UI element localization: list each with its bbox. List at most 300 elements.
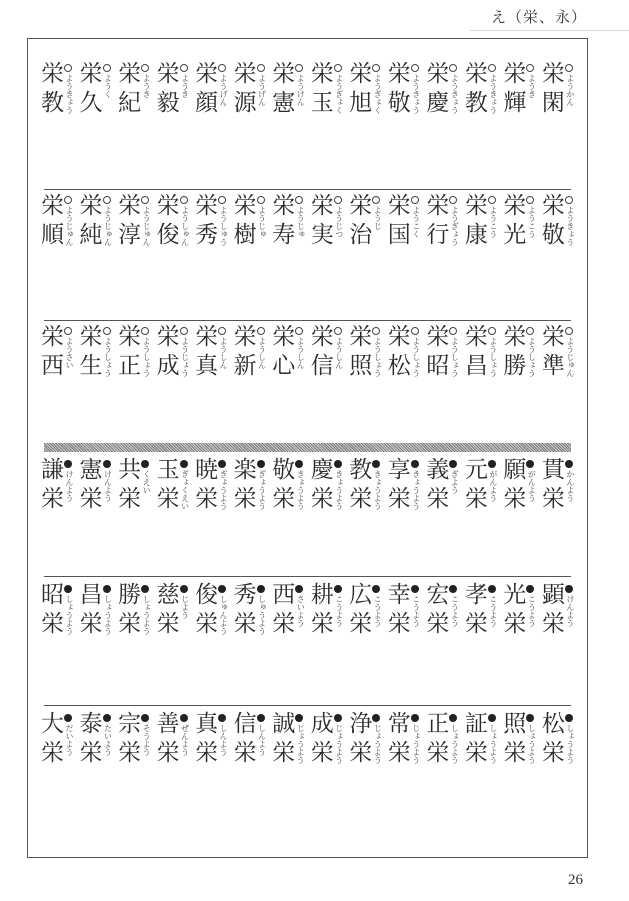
name-kanji: 栄順 (37, 193, 63, 251)
name-kanji: 栄久 (75, 61, 102, 119)
name-reading: ようき (180, 74, 190, 98)
name-reading: ようき (142, 74, 152, 98)
filled-circle-icon (141, 460, 149, 468)
name-entry (192, 193, 230, 293)
open-circle-icon (488, 196, 496, 204)
row-divider (44, 189, 571, 190)
name-reading: ようこう (488, 206, 498, 238)
name-kanji: 栄慶 (422, 61, 449, 119)
name-kanji: 栄康 (460, 193, 487, 251)
name-entry (77, 457, 115, 557)
name-reading: ようかん (565, 74, 575, 106)
open-circle-icon (526, 64, 534, 72)
name-kanji: 宗栄 (114, 711, 141, 769)
open-circle-icon (372, 64, 380, 72)
filled-circle-icon (141, 714, 149, 722)
name-entry (269, 582, 307, 682)
name-reading: ぜんよう (180, 724, 190, 756)
name-entry (154, 324, 192, 424)
name-kanji: 暁栄 (191, 457, 218, 515)
name-kanji: 栄勝 (499, 324, 526, 382)
name-kanji: 栄実 (306, 193, 333, 251)
name-reading: ようしょう (142, 337, 152, 377)
name-kanji: 栄教 (37, 61, 63, 119)
filled-circle-icon (103, 585, 111, 593)
name-kanji: 栄行 (422, 193, 449, 251)
name-reading: こうよう (411, 595, 421, 627)
open-circle-icon (411, 196, 419, 204)
filled-circle-icon (64, 585, 72, 593)
filled-circle-icon (372, 714, 380, 722)
filled-circle-icon (372, 585, 380, 593)
name-kanji: 栄新 (229, 324, 256, 382)
name-entry (385, 61, 423, 161)
name-reading: ようきょう (450, 74, 460, 114)
name-entry (192, 711, 230, 811)
name-entry (77, 582, 115, 682)
name-reading: くえい (142, 470, 152, 494)
name-reading: ようじょう (180, 337, 190, 377)
name-reading: ようき (527, 74, 537, 98)
filled-circle-icon (218, 460, 226, 468)
name-entry (38, 582, 76, 682)
name-entry (38, 457, 76, 557)
name-entry (462, 61, 500, 161)
name-reading: ようく (103, 74, 113, 98)
filled-circle-icon (180, 714, 188, 722)
name-kanji: 広栄 (345, 582, 372, 640)
name-entry (385, 193, 423, 293)
name-reading: しょうよう (65, 595, 74, 635)
open-circle-icon (411, 64, 419, 72)
open-circle-icon (257, 327, 265, 335)
name-reading: けんよう (565, 595, 575, 627)
filled-circle-icon (449, 585, 457, 593)
name-kanji: 共栄 (114, 457, 141, 515)
name-reading: けんよう (65, 470, 74, 502)
filled-circle-icon (565, 585, 573, 593)
name-reading: しょうよう (103, 595, 113, 635)
name-kanji: 成栄 (306, 711, 333, 769)
name-entry (269, 324, 307, 424)
header-rule (470, 30, 629, 31)
name-reading: ようけん (296, 74, 306, 106)
open-circle-icon (295, 64, 303, 72)
name-reading: じょうよう (334, 724, 344, 764)
open-circle-icon (565, 327, 573, 335)
name-entry (385, 582, 423, 682)
name-kanji: 栄照 (345, 324, 372, 382)
name-entry (231, 457, 269, 557)
name-reading: じょうよう (296, 724, 306, 764)
name-reading: ようきょう (411, 74, 421, 114)
name-kanji: 憲栄 (75, 457, 102, 515)
name-kanji: 栄松 (383, 324, 410, 382)
name-entry (38, 324, 76, 424)
name-reading: ようじゅん (65, 206, 74, 246)
name-entry (539, 61, 577, 161)
open-circle-icon (64, 196, 72, 204)
name-kanji: 栄教 (460, 61, 487, 119)
name-entry (77, 61, 115, 161)
name-reading: ようぎょう (450, 206, 460, 246)
row-divider (44, 576, 571, 577)
name-kanji: 光栄 (499, 582, 526, 640)
name-entry (269, 457, 307, 557)
name-reading: しんよう (257, 724, 267, 756)
name-entry (269, 193, 307, 293)
name-entry (500, 457, 538, 557)
name-reading: じょうよう (411, 724, 421, 764)
name-entry (115, 457, 153, 557)
open-circle-icon (218, 64, 226, 72)
filled-circle-icon (526, 585, 534, 593)
name-entry (539, 324, 577, 424)
name-kanji: 真栄 (191, 711, 218, 769)
name-entry (231, 711, 269, 811)
name-kanji: 栄純 (75, 193, 102, 251)
name-kanji: 栄寿 (268, 193, 295, 251)
filled-circle-icon (488, 714, 496, 722)
filled-circle-icon (103, 714, 111, 722)
name-reading: じよう (180, 595, 190, 619)
name-entry (385, 457, 423, 557)
name-entry (154, 193, 192, 293)
name-reading: ようぎょく (334, 74, 344, 114)
name-entry (500, 324, 538, 424)
section-divider-hatched (44, 443, 571, 452)
name-kanji: 願栄 (499, 457, 526, 515)
name-reading: しょうよう (527, 724, 537, 764)
name-reading: ようしょう (103, 337, 113, 377)
name-entry (308, 582, 346, 682)
open-circle-icon (141, 64, 149, 72)
name-entry (500, 582, 538, 682)
name-kanji: 教栄 (345, 457, 372, 515)
name-entry (231, 61, 269, 161)
name-entry (539, 193, 577, 293)
name-entry (115, 582, 153, 682)
name-reading: ようしん (257, 337, 267, 369)
name-kanji: 敬栄 (268, 457, 295, 515)
name-kanji: 栄生 (75, 324, 102, 382)
open-circle-icon (449, 64, 457, 72)
name-reading: そうよう (142, 724, 152, 756)
name-kanji: 栄旭 (345, 61, 372, 119)
name-row (38, 582, 577, 686)
name-kanji: 慶栄 (306, 457, 333, 515)
name-entry (423, 582, 461, 682)
name-reading: ようしん (334, 337, 344, 369)
name-reading: きょうよう (411, 470, 421, 510)
name-kanji: 栄昭 (422, 324, 449, 382)
name-reading: ぎょうよう (219, 470, 229, 510)
name-kanji: 享栄 (383, 457, 410, 515)
name-reading: しゅうよう (257, 595, 267, 635)
name-row (38, 457, 577, 561)
open-circle-icon (257, 64, 265, 72)
name-reading: ようじゅん (103, 206, 113, 246)
open-circle-icon (180, 327, 188, 335)
name-reading: だいよう (65, 724, 74, 756)
name-kanji: 栄国 (383, 193, 410, 251)
name-kanji: 宏栄 (422, 582, 449, 640)
name-kanji: 楽栄 (229, 457, 256, 515)
name-entry (539, 457, 577, 557)
filled-circle-icon (526, 714, 534, 722)
name-reading: ようきょう (488, 74, 498, 114)
name-reading: ようきょう (65, 74, 74, 114)
filled-circle-icon (334, 714, 342, 722)
open-circle-icon (141, 327, 149, 335)
name-kanji: 栄輝 (499, 61, 526, 119)
name-reading: さいよう (296, 595, 306, 627)
filled-circle-icon (449, 460, 457, 468)
page-number: 26 (568, 872, 583, 888)
filled-circle-icon (64, 714, 72, 722)
name-kanji: 松栄 (537, 711, 564, 769)
name-entry (308, 193, 346, 293)
open-circle-icon (526, 327, 534, 335)
filled-circle-icon (218, 585, 226, 593)
name-entry (346, 711, 384, 811)
open-circle-icon (103, 64, 111, 72)
name-reading: ようげん (219, 74, 229, 106)
name-kanji: 浄栄 (345, 711, 372, 769)
filled-circle-icon (218, 714, 226, 722)
name-reading: ようじゅ (296, 206, 306, 238)
name-reading: がんよう (488, 470, 498, 502)
name-reading: こうよう (334, 595, 344, 627)
name-entry (154, 61, 192, 161)
name-entry (77, 193, 115, 293)
open-circle-icon (218, 196, 226, 204)
name-reading: ようしん (296, 337, 306, 369)
name-kanji: 栄閑 (537, 61, 564, 119)
name-kanji: 栄心 (268, 324, 295, 382)
filled-circle-icon (565, 714, 573, 722)
name-kanji: 栄敬 (383, 61, 410, 119)
name-kanji: 栄成 (152, 324, 179, 382)
name-reading: ようしょう (527, 337, 537, 377)
name-entry (231, 324, 269, 424)
name-kanji: 照栄 (499, 711, 526, 769)
name-entry (115, 61, 153, 161)
name-entry (154, 457, 192, 557)
name-entry (346, 457, 384, 557)
name-entry (115, 324, 153, 424)
name-kanji: 西栄 (268, 582, 295, 640)
name-kanji: 栄光 (499, 193, 526, 251)
open-circle-icon (449, 327, 457, 335)
name-reading: きょうよう (296, 470, 306, 510)
name-reading: こうよう (527, 595, 537, 627)
name-reading: きょうよう (373, 470, 383, 510)
open-circle-icon (64, 64, 72, 72)
name-entry (38, 61, 76, 161)
name-entry (500, 61, 538, 161)
name-kanji: 大栄 (37, 711, 63, 769)
filled-circle-icon (334, 460, 342, 468)
name-kanji: 元栄 (460, 457, 487, 515)
row-divider (44, 705, 571, 706)
open-circle-icon (526, 196, 534, 204)
open-circle-icon (180, 196, 188, 204)
name-kanji: 栄淳 (114, 193, 141, 251)
open-circle-icon (565, 196, 573, 204)
name-kanji: 貫栄 (537, 457, 564, 515)
name-kanji: 栄準 (537, 324, 564, 382)
name-reading: ようぎょく (373, 74, 383, 114)
name-entry (462, 711, 500, 811)
name-entry (192, 457, 230, 557)
name-reading: こうよう (488, 595, 498, 627)
name-reading: しょうよう (565, 724, 575, 764)
name-reading: しゅんよう (219, 595, 229, 635)
filled-circle-icon (488, 585, 496, 593)
name-kanji: 栄俊 (152, 193, 179, 251)
name-kanji: 正栄 (422, 711, 449, 769)
name-entry (269, 61, 307, 161)
open-circle-icon (295, 327, 303, 335)
filled-circle-icon (257, 714, 265, 722)
name-entry (115, 711, 153, 811)
name-reading: じょうよう (373, 724, 383, 764)
name-kanji: 俊栄 (191, 582, 218, 640)
name-entry (308, 457, 346, 557)
name-entry (423, 61, 461, 161)
name-kanji: 玉栄 (152, 457, 179, 515)
name-entry (423, 193, 461, 293)
name-entry (38, 711, 76, 811)
name-reading: ようじつ (334, 206, 344, 238)
name-entry (462, 324, 500, 424)
name-entry (308, 324, 346, 424)
name-entry (115, 193, 153, 293)
filled-circle-icon (411, 585, 419, 593)
name-kanji: 勝栄 (114, 582, 141, 640)
name-reading: ようしゅう (219, 206, 229, 246)
name-entry (462, 193, 500, 293)
filled-circle-icon (334, 585, 342, 593)
name-kanji: 昭栄 (37, 582, 63, 640)
name-kanji: 栄樹 (229, 193, 256, 251)
name-reading: ぎょうよう (257, 470, 267, 510)
filled-circle-icon (257, 460, 265, 468)
name-kanji: 秀栄 (229, 582, 256, 640)
name-kanji: 栄治 (345, 193, 372, 251)
name-kanji: 慈栄 (152, 582, 179, 640)
name-entry (154, 711, 192, 811)
name-reading: ぎよう (450, 470, 460, 494)
name-entry (500, 711, 538, 811)
name-reading: きょうよう (334, 470, 344, 510)
name-kanji: 栄正 (114, 324, 141, 382)
filled-circle-icon (295, 460, 303, 468)
name-reading: しょうよう (142, 595, 152, 635)
filled-circle-icon (449, 714, 457, 722)
name-reading: ぎょくえい (180, 470, 190, 510)
filled-circle-icon (565, 460, 573, 468)
name-kanji: 栄西 (37, 324, 63, 382)
name-kanji: 栄昌 (460, 324, 487, 382)
name-reading: ようさい (65, 337, 74, 369)
name-kanji: 栄敬 (537, 193, 564, 251)
open-circle-icon (103, 327, 111, 335)
name-entry (346, 324, 384, 424)
filled-circle-icon (295, 585, 303, 593)
open-circle-icon (372, 327, 380, 335)
name-kanji: 信栄 (229, 711, 256, 769)
name-reading: ようこう (527, 206, 537, 238)
name-row (38, 711, 577, 815)
name-entry (423, 711, 461, 811)
name-entry (462, 582, 500, 682)
open-circle-icon (257, 196, 265, 204)
name-entry (346, 61, 384, 161)
name-entry (231, 193, 269, 293)
filled-circle-icon (411, 714, 419, 722)
name-kanji: 栄顔 (191, 61, 218, 119)
open-circle-icon (141, 196, 149, 204)
name-kanji: 耕栄 (306, 582, 333, 640)
name-reading: ようこく (411, 206, 421, 238)
name-kanji: 栄秀 (191, 193, 218, 251)
name-reading: たいよう (103, 724, 113, 756)
name-row (38, 193, 577, 297)
name-reading: しょうよう (450, 724, 460, 764)
name-kanji: 栄源 (229, 61, 256, 119)
filled-circle-icon (141, 585, 149, 593)
name-reading: ようきょう (565, 206, 575, 246)
row-divider (44, 320, 571, 321)
open-circle-icon (488, 327, 496, 335)
name-reading: ようげん (257, 74, 267, 106)
name-reading: がんよう (527, 470, 537, 502)
name-row (38, 61, 577, 165)
name-kanji: 昌栄 (75, 582, 102, 640)
open-circle-icon (334, 196, 342, 204)
open-circle-icon (449, 196, 457, 204)
name-entry (385, 711, 423, 811)
name-reading: しんよう (219, 724, 229, 756)
name-kanji: 栄真 (191, 324, 218, 382)
name-entry (154, 582, 192, 682)
name-list-frame (27, 38, 588, 858)
open-circle-icon (295, 196, 303, 204)
name-kanji: 常栄 (383, 711, 410, 769)
filled-circle-icon (488, 460, 496, 468)
name-entry (346, 193, 384, 293)
name-reading: ようじゅ (257, 206, 267, 238)
filled-circle-icon (64, 460, 72, 468)
name-reading: こうよう (450, 595, 460, 627)
name-reading: ようじゅん (142, 206, 152, 246)
name-entry (308, 61, 346, 161)
name-entry (385, 324, 423, 424)
name-reading: しょうよう (488, 724, 498, 764)
name-kanji: 孝栄 (460, 582, 487, 640)
open-circle-icon (334, 64, 342, 72)
name-entry (423, 324, 461, 424)
open-circle-icon (565, 64, 573, 72)
name-reading: こうよう (373, 595, 383, 627)
open-circle-icon (103, 196, 111, 204)
filled-circle-icon (180, 585, 188, 593)
name-kanji: 栄憲 (268, 61, 295, 119)
name-kanji: 栄毅 (152, 61, 179, 119)
open-circle-icon (488, 64, 496, 72)
